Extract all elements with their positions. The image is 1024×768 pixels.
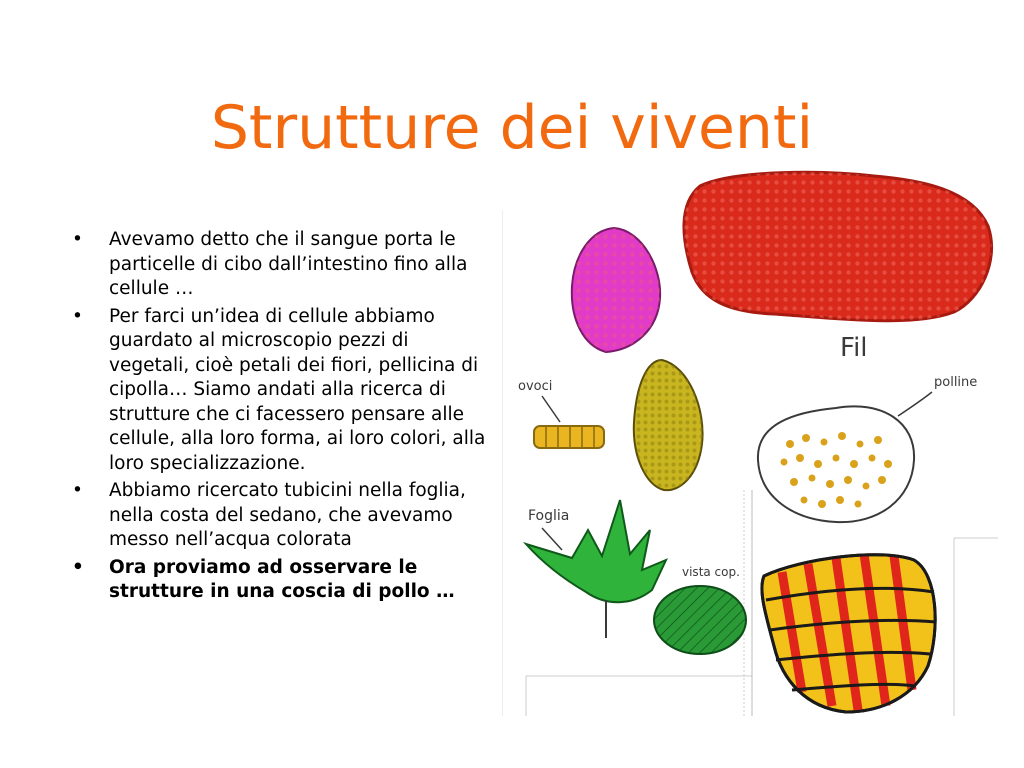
slide-title: Strutture dei viventi [210, 93, 814, 163]
children-drawing [502, 160, 998, 716]
bullet-marker: • [72, 556, 84, 578]
bullet-item [72, 479, 492, 553]
polline-label: polline [934, 375, 978, 390]
seed-drawing [634, 360, 703, 490]
bullet-list [72, 228, 492, 608]
ovoci-drawing [534, 426, 604, 448]
bullet-item-emphasis [72, 556, 492, 605]
vista-label: vista cop. [682, 565, 740, 579]
ovoci-label: ovoci [518, 379, 553, 394]
petal-drawing [572, 228, 660, 352]
red-tissue-drawing [684, 172, 992, 320]
bullet-marker: • [72, 480, 83, 501]
bullet-text: Per farci un’idea di cellule abbiamo guardato al microscopio pezzi di vegetali, cioè petali dei fiori, pellicina di cipolla… Siamo andati alla ricerca di strutture che ci facessero pensare alle cellule, alla loro forma, ai loro colori, alla loro specializzazione. [109, 305, 486, 474]
green-cross-section-drawing [654, 586, 746, 654]
muscle-drawing [762, 554, 936, 712]
bullet-text: Avevamo detto che il sangue porta le particelle di cibo dall’intestino fino alla cellule … [109, 229, 468, 299]
ovoci-pointer [542, 396, 560, 422]
bullet-text: Ora proviamo ad osservare le strutture in una coscia di pollo … [109, 556, 455, 602]
polline-pointer [898, 392, 932, 416]
bullet-marker: • [72, 229, 83, 250]
bullet-text: Abbiamo ricercato tubicini nella foglia, nella costa del sedano, che avevamo messo nell’acqua colorata [109, 480, 466, 550]
foglia-pointer [542, 528, 562, 550]
bullet-item [72, 228, 492, 302]
bullet-marker: • [72, 305, 83, 327]
pollen-drawing [758, 406, 914, 522]
foglia-label: Foglia [528, 508, 570, 524]
bullet-item [72, 305, 492, 477]
fil-label: Fil [840, 333, 868, 363]
